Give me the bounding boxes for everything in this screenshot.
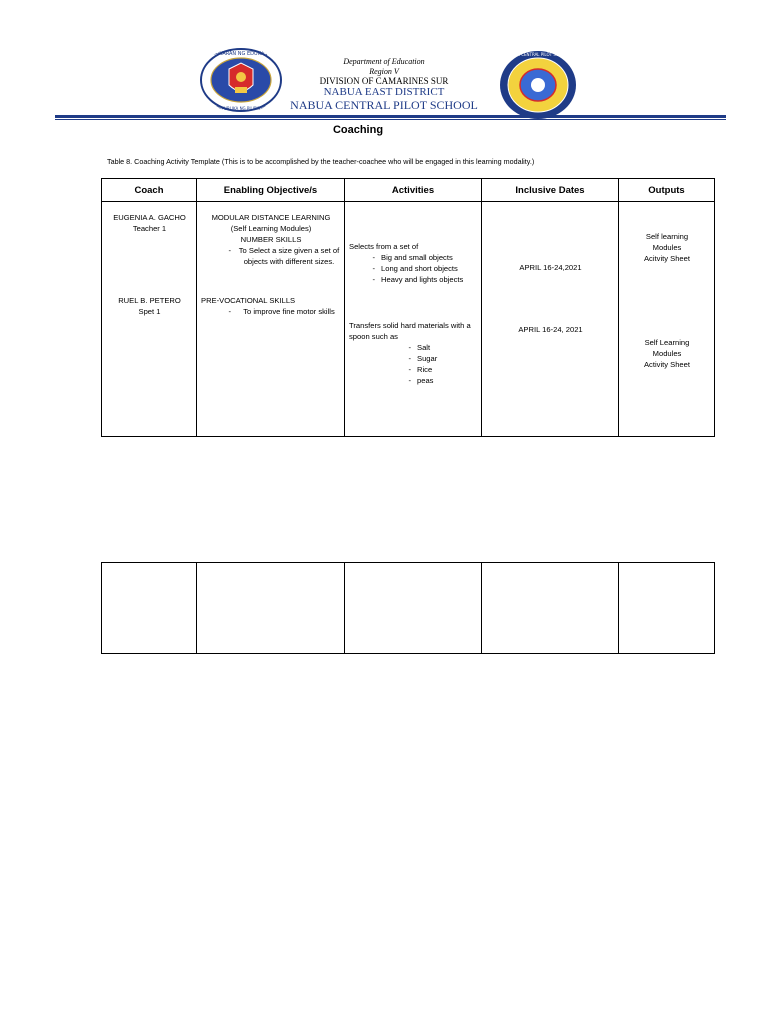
activity-1-dash: -: [372, 253, 375, 262]
empty-cell: [482, 563, 619, 654]
table-caption: Table 8. Coaching Activity Template (This is to be accomplished by the teacher-coachee who will be engaged in this learning modality.): [107, 157, 535, 166]
header-enabling-objectives: Enabling Objective/s: [197, 179, 345, 202]
page-title: Coaching: [332, 124, 384, 136]
date-1: APRIL 16-24,2021: [519, 263, 582, 272]
deped-seal-top-text: KAGAWARAN NG EDUKASYON: [204, 51, 278, 57]
activities-cell: [345, 202, 482, 437]
empty-table: [101, 562, 715, 654]
objective-prevocational: PRE-VOCATIONAL SKILLS: [201, 296, 296, 305]
coach-2-name: RUEL B. PETERO: [118, 296, 181, 305]
output-2-line-1: Self Learning: [644, 338, 690, 347]
empty-cell: [619, 563, 715, 654]
objective-dash-1: -: [228, 246, 231, 255]
header-school: NABUA CENTRAL PILOT SCHOOL: [290, 98, 478, 112]
table-row: [102, 202, 715, 437]
header-division: DIVISION OF CAMARINES SUR: [319, 76, 449, 86]
list-item: Rice: [417, 365, 433, 374]
coach-1-name: EUGENIA A. GACHO: [113, 213, 186, 222]
activity-1-intro: Selects from a set of: [349, 242, 419, 251]
header-divider-thin: [55, 119, 726, 120]
header-department: Department of Education: [343, 57, 425, 66]
list-item: Big and small objects: [381, 253, 453, 262]
objective-modules: (Self Learning Modules): [230, 224, 312, 233]
table-header-row: [102, 179, 715, 202]
activity-1-dash: -: [372, 275, 375, 284]
outputs-cell: [619, 202, 715, 437]
header-region: Region V: [369, 67, 399, 76]
output-1-line-2: Modules: [652, 243, 682, 252]
empty-cell: [197, 563, 345, 654]
output-2-line-3: Activity Sheet: [643, 360, 690, 369]
objective-number-skills: NUMBER SKILLS: [240, 235, 302, 244]
objective-dash-2: -: [228, 307, 231, 316]
objectives-cell: [197, 202, 345, 437]
output-2-line-2: Modules: [652, 349, 682, 358]
header-inclusive-dates: Inclusive Dates: [482, 179, 619, 202]
objective-select-size: To Select a size given a set of objects with different sizes.: [238, 246, 340, 266]
header-divider-thick: [55, 115, 726, 118]
output-1-line-3: Acitvity Sheet: [643, 254, 690, 263]
activity-1-dash: -: [372, 264, 375, 273]
dates-cell: [482, 202, 619, 437]
output-1-line-1: Self learning: [645, 232, 689, 241]
header-district: NABUA EAST DISTRICT: [323, 86, 445, 98]
list-item: Sugar: [417, 354, 438, 363]
list-item: Long and short objects: [381, 264, 458, 273]
empty-cell: [102, 563, 197, 654]
list-item: Salt: [417, 343, 431, 352]
coach-cell: [102, 202, 197, 437]
date-2: APRIL 16-24, 2021: [518, 325, 583, 334]
activity-2-dash: -: [408, 376, 411, 385]
school-seal-text: NABUA CENTRAL PILOT SCHOOL: [505, 52, 571, 57]
header-coach: Coach: [102, 179, 197, 202]
coach-2-role: Spet 1: [138, 307, 161, 316]
list-item: Heavy and lights objects: [381, 275, 464, 284]
deped-seal-bottom-text: REPUBLIKA NG PILIPINAS: [216, 106, 266, 111]
empty-cell: [345, 563, 482, 654]
objective-modality: MODULAR DISTANCE LEARNING: [211, 213, 331, 222]
header-activities: Activities: [345, 179, 482, 202]
list-item: peas: [417, 376, 434, 385]
objective-fine-motor: To improve fine motor skills: [243, 307, 335, 316]
activity-2-intro: Transfers solid hard materials with a spoon such as: [349, 321, 471, 341]
table-row: [102, 563, 715, 654]
coach-1-role: Teacher 1: [132, 224, 167, 233]
coaching-activity-table: [101, 178, 715, 437]
activity-2-dash: -: [408, 365, 411, 374]
activity-2-dash: -: [408, 343, 411, 352]
header-outputs: Outputs: [619, 179, 715, 202]
activity-2-dash: -: [408, 354, 411, 363]
